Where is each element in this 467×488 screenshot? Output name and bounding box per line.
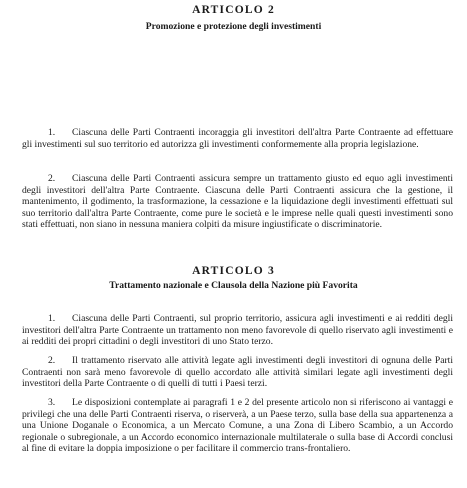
article-2-subtitle: Promozione e protezione degli investimenti: [145, 21, 322, 32]
article-3-paragraph-3: [22, 397, 453, 455]
article-3-paragraph-2: [22, 355, 453, 390]
paragraph-text: Ciascuna delle Parti Contraenti assicura sempre un trattamento giusto ed equo agli investimenti degli investitori dell'altra Parte Contraente. Ciascuna delle Parti Contraenti assicura che la gestione, il mantenimento, il godimento, la trasformazione, la cessazione e la liquidazione degli investimenti effettuati sul suo territorio dall'altra Parte Contraente, come pure le società e le imprese nelle quali questi investimenti sono stati effettuati, non siano in nessuna maniera colpiti da misure ingiustificate o discriminatorie.: [22, 173, 453, 231]
paragraph-number: 3.: [48, 397, 56, 408]
article-3-paragraph-1: [22, 313, 453, 348]
paragraph-text: Le disposizioni contemplate ai paragrafi 1 e 2 del presente articolo non si riferiscono ai vantaggi e privilegi che una delle Parti Contraenti riserva, o riserverà, a un Paese terzo, sulla base della sua appartenenza a una Unione Doganale o Economica, a un Mercato Comune, a una Zona di Libero Scambio, a un Accordo regionale o subregionale, a un Accordo economico internazionale multilaterale o sulla base di Accordi conclusi al fine di evitare la doppia imposizione o per facilitare il commercio trans-frontaliero.: [22, 397, 453, 455]
paragraph-text: Ciascuna delle Parti Contraenti, sul proprio territorio, assicura agli investimenti e ai redditi degli investitori dell'altra Parte Contraente un trattamento non meno favorevole di quello riservato agli investimenti e ai redditi dei propri cittadini o degli investitori di uno Stato terzo.: [22, 313, 453, 348]
paragraph-number: 1.: [48, 127, 56, 138]
article-2-title: ARTICOLO 2: [192, 4, 275, 16]
article-3-title: ARTICOLO 3: [192, 265, 275, 277]
paragraph-number: 2.: [48, 355, 56, 366]
paragraph-number: 1.: [48, 313, 56, 324]
paragraph-text: Il trattamento riservato alle attività legate agli investimenti degli investitori di ognuna delle Parti Contraenti non sarà meno favorevole di quello accordato alle attività similari legate agli investimenti degli investitori della Parte Contraente o di quelli di tutti i Paesi terzi.: [22, 355, 453, 390]
article-2-paragraph-1: [22, 127, 453, 150]
article-2-paragraph-2: [22, 173, 453, 231]
paragraph-number: 2.: [48, 173, 56, 184]
paragraph-text: Ciascuna delle Parti Contraenti incoraggia gli investitori dell'altra Parte Contraente ad effettuare gli investimenti sul suo territorio ed autorizza gli investimenti conformemente alla propria legislazione.: [22, 127, 453, 150]
article-3-subtitle: Trattamento nazionale e Clausola della Nazione più Favorita: [109, 280, 358, 291]
